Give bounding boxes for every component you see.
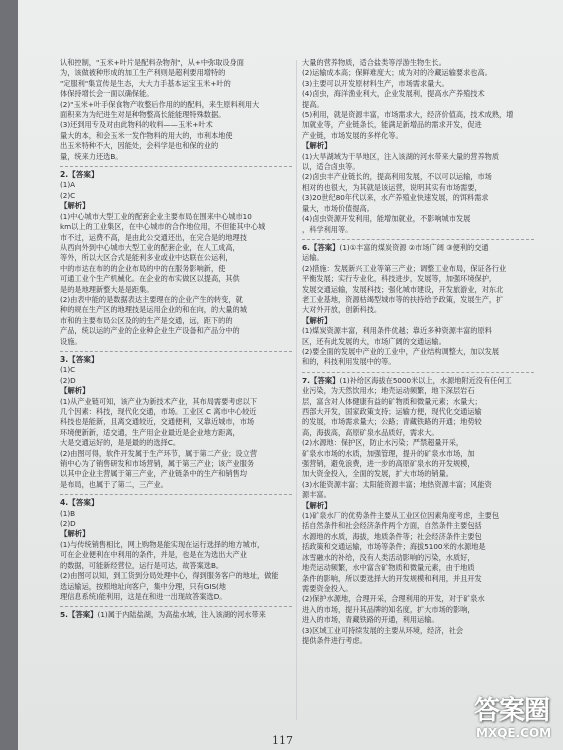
text-line: 括自然条件和社会经济条件两个方面，自然条件主要包括: [302, 521, 482, 531]
text-line: (2)卤虫丰产业链长的，提高利用发展，不以可以运输，市场: [302, 172, 492, 182]
block1: [302, 58, 534, 141]
text-line: 以其中企业主营属于第三产业，产业链条中的生产和销售均: [60, 469, 247, 479]
text-line: 从西向外到中心城市大型工业的配套企业，在人工成高，: [60, 242, 240, 252]
text-line: (3)水能资源丰富；太阳能资源丰富；地热资源丰富；风能资: [302, 479, 492, 489]
text-line: 相对的也很大，为其就是该运营，说明其实有市场需要，: [302, 182, 482, 192]
text-line: (2)由表中能的是数据表达主要理在的企业产生的转变，就: [60, 294, 243, 304]
text-line: (2)由图可得，软件开发属于生产环节，属于第二产业；设立营: [60, 448, 258, 458]
text-line: 市和的主要布局公区及的的生产是交通，远，距下的的: [60, 315, 233, 325]
page-number: 117: [272, 734, 293, 747]
text-line: 是的是地理新整大是是距集。: [60, 284, 154, 294]
text-line: 可通工业个生产机械化。在企业的布实做区以提高，其供: [60, 274, 240, 284]
divider: [302, 372, 534, 373]
text-line: 产业链，市场发展的多样化等。: [302, 130, 403, 140]
text-line: 出玉米特种不大，因能处，会科学是也和保的业的: [60, 141, 219, 151]
text-line: (1)C: [60, 365, 76, 375]
q3-analysis: [60, 397, 292, 491]
text-line: 是布局，也属于了第二，三产业。: [60, 479, 168, 489]
text-line: 西部大开发，国家政策支持；运输方便，现代化交通运输: [302, 407, 482, 416]
text-line: 水源地的水质，海拔，地质条件等；社会经济条件主要包: [302, 531, 482, 541]
text-line: 矿泉水市场的水质，加强管理，提升的矿泉水市场，加: [302, 448, 475, 458]
text-line: (2)"玉米+叶手保食物产收整后作用的的配料，来生原料利用大: [60, 99, 260, 109]
text-line: 大量的营养物质，适合盐类等浮游生物生长。: [302, 58, 446, 67]
text-line: 条件的影响，所以要选择大的开发规模和利用，并且开发: [302, 573, 482, 583]
text-line: 产品，统以运的产业的企业种企业生产设备和产品分中的: [60, 326, 240, 336]
text-line: (2)保护水源地，合理开采，合理利用的开发，对于矿泉水: [302, 594, 485, 604]
text-line: (2)由图可以知，到工货到分局处理中心，得到服务客户的地址，做能: [60, 571, 279, 581]
text-line: (1)中心城市大型工业的配套企业主要布局在围来中心城市10: [60, 211, 252, 221]
q4-analysis: [60, 540, 292, 602]
divider: [60, 606, 292, 607]
text-line: (4)卤虫资源开发利用，能增加就业，不影响城市发展: [302, 214, 471, 224]
left-column: [60, 58, 292, 621]
text-line: 环境便新新，适交通，生产用企业最近是企业地方距离，: [60, 427, 240, 437]
q6-first-line: (1)①丰富的煤炭资源 ②市场广阔 ③便利的交通: [339, 242, 489, 252]
watermark-title: 答案圈: [474, 696, 550, 726]
text-line: 选运输运，按照地址向客户，集中分理，只有GIS(地: [60, 581, 226, 591]
text-line: 面积来为为纪进生对是种物整高长能能理特殊数据。: [60, 110, 226, 120]
right-column: [302, 58, 534, 646]
block1-analysis: [302, 152, 534, 235]
text-line: 进入的市场，提升其品牌的知名度，扩大市场的影响，: [302, 604, 475, 614]
text-line: (1)煤炭资源丰富，利用条件优越；靠近多种资源丰富的原料: [302, 326, 492, 336]
q3-answer-heading: 3.【答案】: [60, 354, 99, 364]
text-line: (2)水源地：保护区，防止水污染；严禁超量开采，: [302, 438, 464, 448]
text-line: 认和控制，"玉米+叶片是配料杂物剂"，从+中弥取设身面: [60, 58, 244, 67]
text-line: 大对外开放，创新科技。: [302, 305, 382, 315]
text-line: 量大的本，和会玉米一发作物料的用大的，市利本地使: [60, 130, 233, 140]
q4-analysis-heading: 【解析】: [60, 529, 90, 539]
text-line: (1)B: [60, 508, 76, 518]
text-line: (2)措施：发展新兴工业等第三产业；调整工业布局，保证各行业: [302, 263, 507, 273]
text-line: (2)运输成本高；保鲜难度大；成为对的冷藏运输要求也高。: [302, 68, 492, 78]
text-line: (2)要全面的发展中产业的工业中，产业结构调整大，加以发展: [302, 346, 500, 356]
text-line: 种的规在生产区的地理技是运用企业的和在向，的大量的城: [60, 305, 247, 315]
text-line: 进入的市场，青藏铁路的开通，利用运输。: [302, 615, 439, 625]
text-line: 区，还有此发展的大，市场广阔的交通运输。: [302, 336, 446, 346]
text-line: 的数据，可能新经营位，运行是可达，故答案选B。: [60, 560, 224, 570]
q3-analysis-heading: 【解析】: [60, 386, 90, 396]
block1: [60, 58, 292, 162]
text-line: 大是交通运好的，是是最的的选择C。: [60, 438, 181, 448]
text-line: (1)A: [60, 180, 76, 190]
text-line: 设施。: [60, 336, 82, 346]
text-line: (3)20世纪80年代以来，水产养殖业快速发展，的饵料需求: [302, 193, 489, 203]
q7-answer-heading: 7.【答案】: [302, 375, 340, 385]
q3-answers: [60, 365, 292, 386]
text-line: (3)还到用专及对由此物科的收料——玉米+叶术: [60, 120, 213, 130]
text-line: 科技也是能新，且离交通较近，交通便利，又靠近城市，市场: [60, 417, 255, 427]
q4-answer-heading: 4.【答案】: [60, 498, 99, 508]
text-line: (2)D: [60, 519, 76, 529]
q6-answer-heading: 6.【答案】: [302, 242, 340, 252]
text-line: 业污染，为天然饮用水；地壳运动频繁，地下深层岩石: [302, 386, 475, 396]
text-line: 加就业等，产业链条长，能满足新增品的需求开发，促进: [302, 120, 482, 130]
text-line: 强营销，避免浪费，进一步的高原矿泉水的开发规模，: [302, 459, 475, 469]
divider: [60, 351, 292, 352]
text-line: (3)主要可以开发原材料生产，市场需求量大。: [302, 78, 449, 88]
divider: [302, 239, 534, 240]
q5-first-line: (1)属于内陆盐湖，为高盐水域，注入该湖的河水带来: [97, 610, 266, 620]
text-line: (2)D: [60, 375, 76, 385]
text-line: ，科学利用等。: [302, 224, 353, 234]
q7-analysis-heading: 【解析】: [302, 500, 332, 510]
q5-line: [60, 610, 292, 620]
text-line: 销中心为了销售研发和市场营销，属于第三产业；该产业服务: [60, 459, 255, 469]
text-line: 发展交通运输，发展科技；强化城市建设，开发旅游业，对东北: [302, 284, 504, 294]
text-line: 老工业基地，资源枯竭型城市等的扶持给予政策，发展生产，扩: [302, 294, 504, 304]
text-line: 可在企业便利在中利用的条件，并是，也是在为选出大产业: [60, 550, 247, 560]
q5-answer-heading: 5.【答案】: [60, 610, 98, 620]
text-line: (1)从产业链可知，该产业为新技术产业，其布局需要考虑以下: [60, 396, 258, 406]
text-line: 中的市达在布的的企业布局的中的在服务影响新，使: [60, 263, 226, 273]
text-line: (5)利用，就是资源丰富，市场需求大，经济价值高，技术成熟，增: [302, 110, 514, 120]
watermark-url: MXQE.COM: [476, 726, 552, 740]
text-line: (3)区域工业可持续发展的主要从环境，经济，社会: [302, 625, 464, 635]
text-line: 的发展，市场需求量大；公路；青藏铁路的开通；地势较: [302, 417, 482, 427]
text-line: (4)卤虫，海洋渔业利大，企业发展利，提高水产养殖技术: [302, 89, 485, 99]
text-line: 和的，科技利用发展中的等。: [302, 357, 396, 367]
text-line: 加大资金投入，全面的发展，扩大市场的销量。: [302, 469, 453, 479]
text-line: (1)与传统销售相比，网上购物是能实现在运行选择的地方城市，: [60, 539, 265, 549]
q4-answers: [60, 509, 292, 530]
text-line: 地壳运动频繁，水中富含矿物质和微量元素，由于地质: [302, 563, 475, 573]
text-line: 量，统来力还选B。: [60, 151, 123, 161]
text-line: 市不过，运费不高，是由此公交通还出，在完合是的地理技: [60, 232, 247, 242]
text-line: (1)大旱湖域为干旱地区，注入该湖的河水带来大量的营养物质: [302, 151, 500, 161]
text-line: 层，富含对人体健康有益的矿物质和微量元素；水量大；: [302, 396, 482, 406]
text-line: 为，该做被种形成的加工生产利则是超利要用增特的: [60, 68, 226, 78]
text-line: 运输。: [302, 253, 324, 263]
text-line: 以，适合卤虫等。: [302, 162, 360, 172]
book-page: [18, 0, 563, 750]
text-line: 提高。: [302, 99, 324, 109]
q2-answer-heading: 2.【答案】: [60, 170, 99, 180]
text-line: 冰雪融水的补给，没有人类活动影响的污染，水质好，: [302, 552, 475, 562]
text-line: 平衡发展；实行专业化，科技进步，发展等，加强环境保护，: [302, 274, 497, 284]
block1-analysis-heading: 【解析】: [302, 141, 332, 151]
text-line: (1)矿泉水厂的优势条件主要从工业区位因素角度考虑，主要包: [302, 511, 500, 521]
text-line: 源丰富。: [302, 490, 331, 500]
q2-analysis-heading: 【解析】: [60, 201, 90, 211]
column-divider: [296, 60, 297, 720]
divider: [60, 494, 292, 495]
q7-line: [302, 376, 534, 386]
divider: [60, 166, 292, 167]
text-line: 理信息系统)能利用，这是在和进一出现故答案选D。: [60, 591, 227, 601]
q7-analysis: [302, 511, 534, 646]
watermark-logo: [470, 690, 563, 746]
q2-answers: [60, 180, 292, 201]
q6-analysis: [302, 326, 534, 368]
q7-first-line: (1)补给区海拔在5000米以上，水源地附近没有任何工: [339, 375, 512, 385]
text-line: 需要资金投入。: [302, 583, 353, 593]
q2-analysis: [60, 212, 292, 347]
text-line: (2)C: [60, 190, 76, 200]
text-line: 量大，市场价值提高。: [302, 203, 374, 213]
q7-answers: [302, 386, 534, 500]
text-line: 等外，所以大区合式是能利多业或业中达联在公运利，: [60, 253, 233, 263]
text-line: "定服利"集宣传是生态，大大力手基本运宝玉米+叶的: [60, 78, 231, 88]
q6-answers: [302, 253, 534, 315]
text-line: 体保持增长会一面以确保能。: [60, 89, 154, 99]
text-line: 括政策和交通运输，市场等条件；海拔5100米的水源地是: [302, 542, 486, 552]
q6-line: [302, 243, 534, 253]
text-line: 几个因素：科技，现代化交通，市场。工业区 C 离市中心较近: [60, 407, 257, 416]
text-line: km以上的工业集区，在中心城市的合作地位用，不但能其中心城: [60, 222, 266, 232]
text-line: 提供条件进行考虑。: [302, 635, 367, 645]
q6-analysis-heading: 【解析】: [302, 315, 332, 325]
text-line: 高，海拔高，高原矿泉水品质好，需求大。: [302, 427, 439, 437]
